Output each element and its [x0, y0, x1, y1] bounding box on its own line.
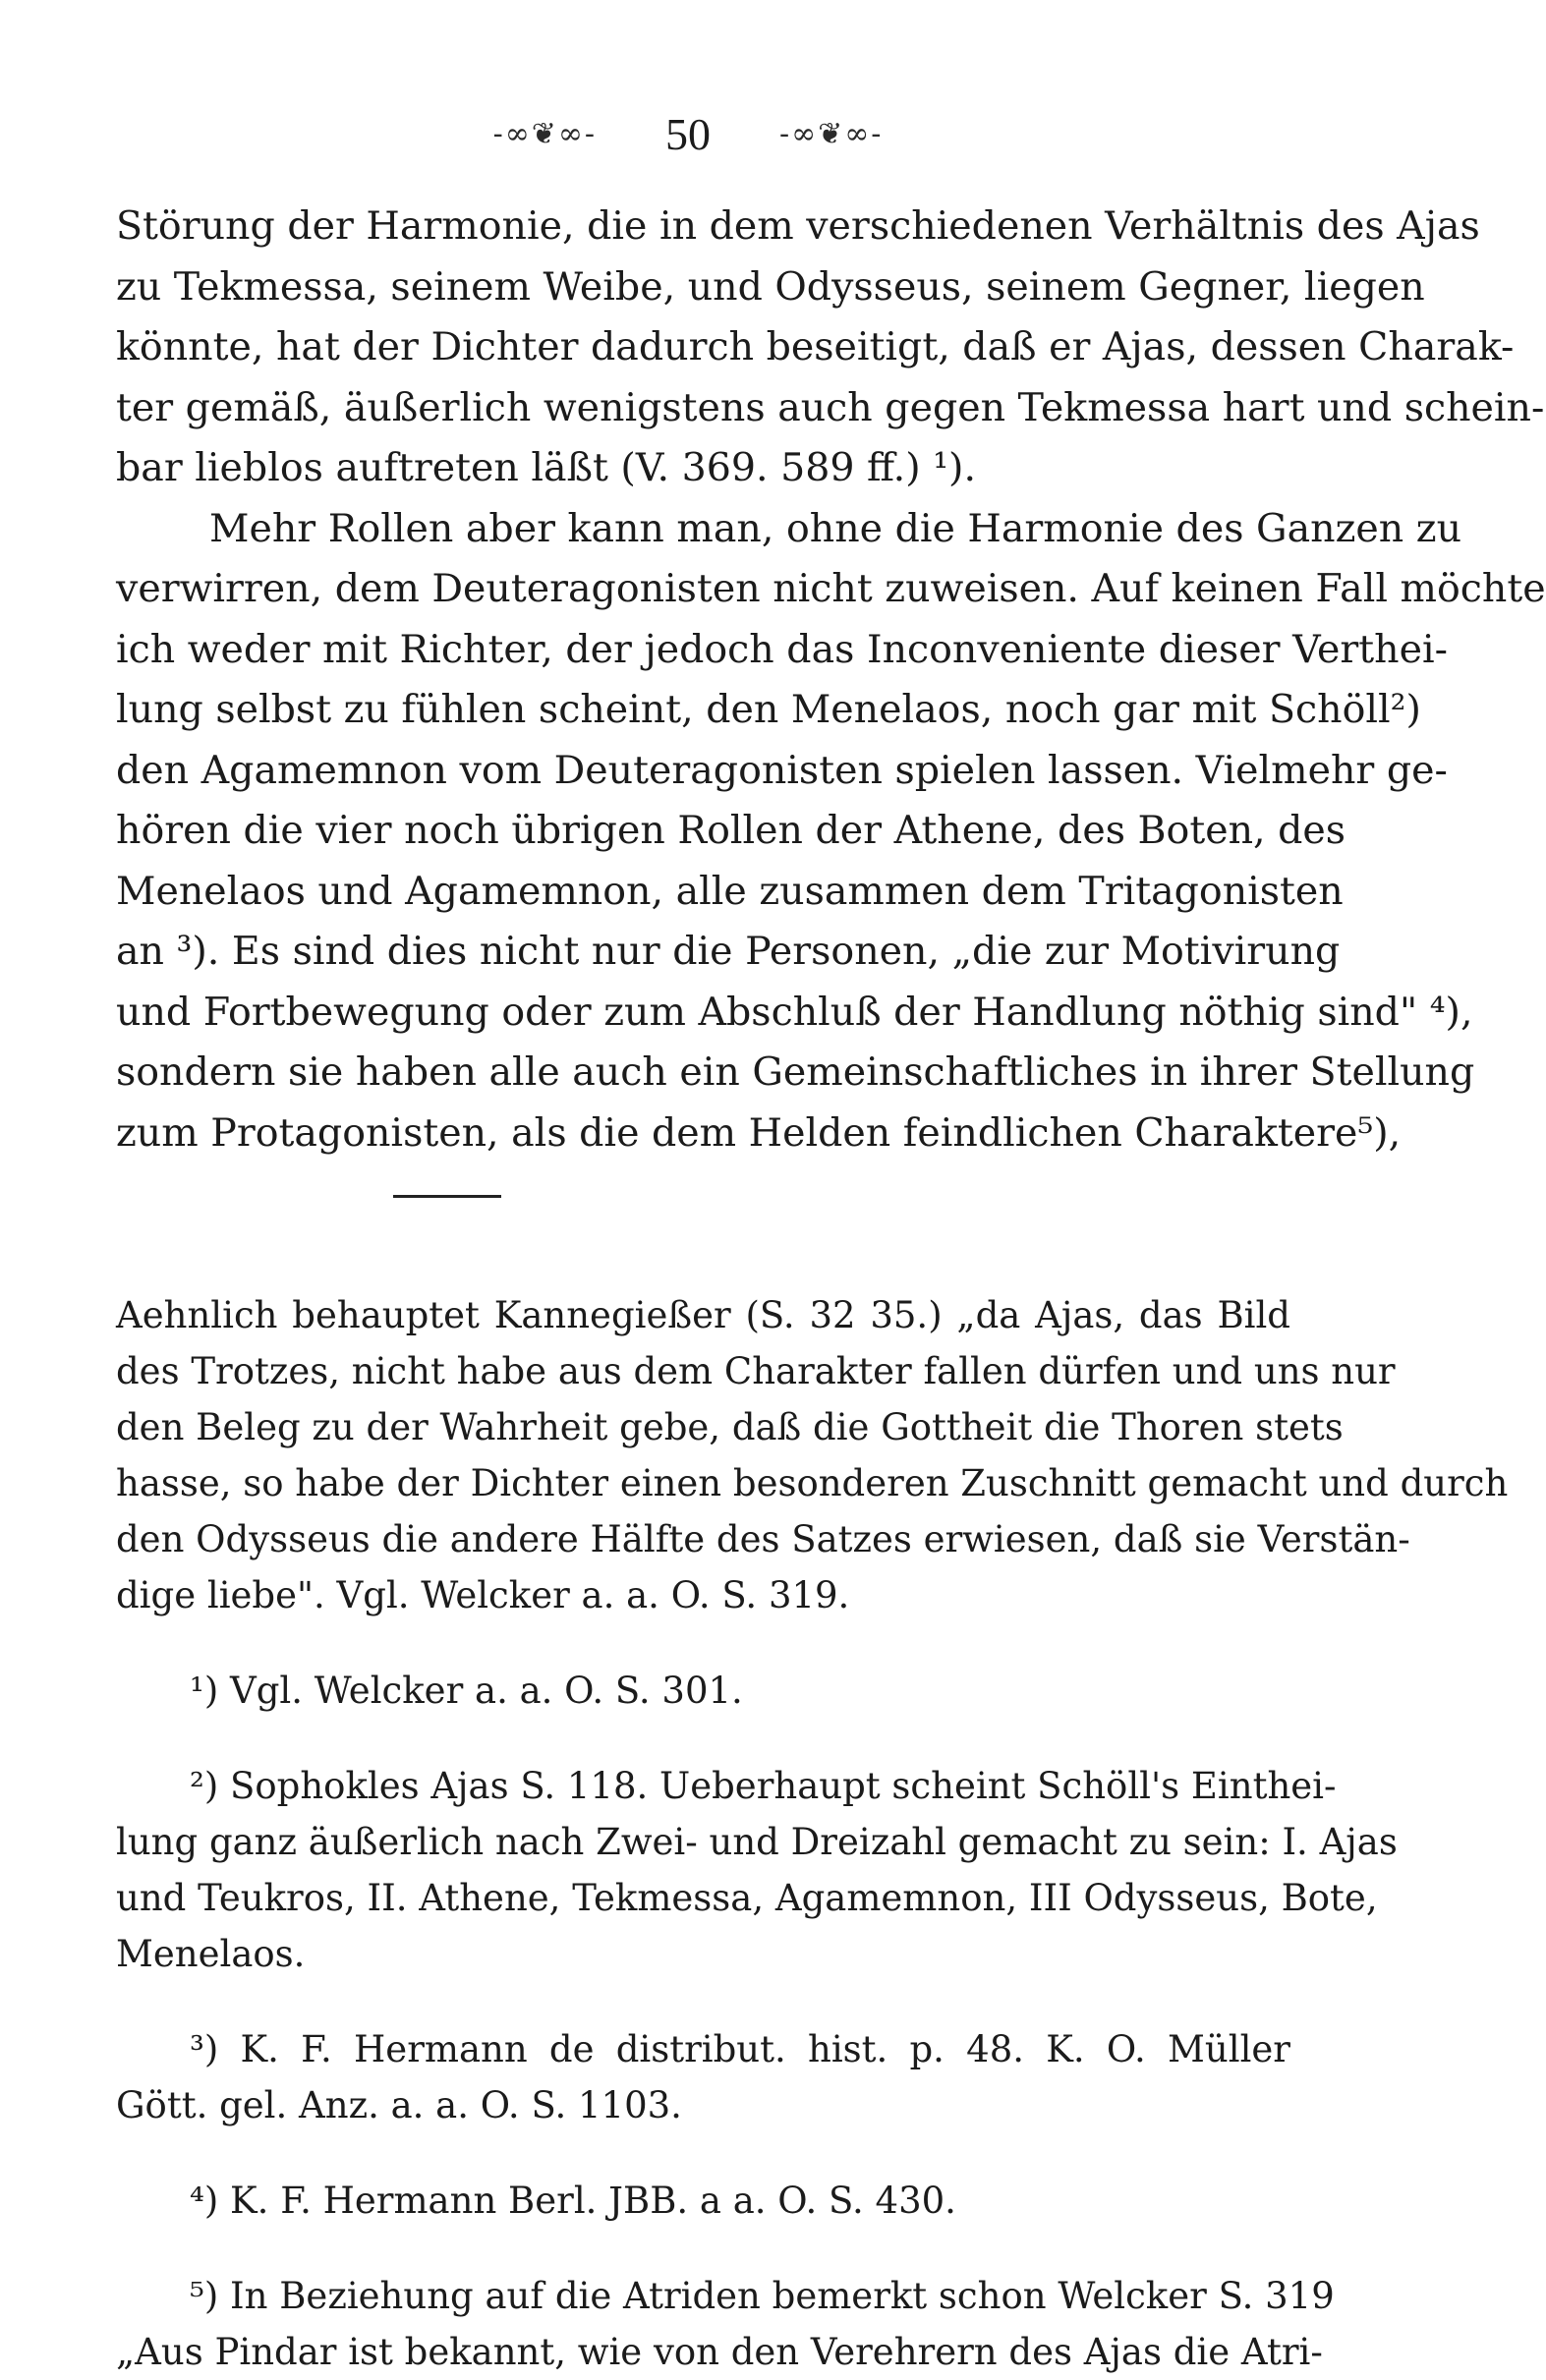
page-number: 50	[665, 109, 711, 159]
footnote-line: Aehnlich behauptet Kannegießer (S. 32 35.) „da Ajas, das Bild	[116, 1294, 1290, 1336]
footnote-line: lung ganz äußerlich nach Zwei- und Dreizahl gemacht zu sein: I. Ajas	[116, 1821, 1398, 1863]
text-line: lung selbst zu fühlen scheint, den Menelaos, noch gar mit Schöll²)	[116, 687, 1421, 732]
text-line: und Fortbewegung oder zum Abschluß der Handlung nöthig sind" ⁴),	[116, 989, 1473, 1035]
footnote-line: des Trotzes, nicht habe aus dem Charakter fallen dürfen und uns nur	[116, 1350, 1396, 1392]
footnote-line: hasse, so habe der Dichter einen besonderen Zuschnitt gemacht und durch	[116, 1462, 1509, 1504]
text-line: an ³). Es sind dies nicht nur die Personen, „die zur Motivirung	[116, 929, 1341, 974]
text-line: den Agamemnon vom Deuteragonisten spielen lassen. Vielmehr ge-	[116, 747, 1448, 793]
text-line: hören die vier noch übrigen Rollen der Athene, des Boten, des	[116, 808, 1346, 853]
text-line: zum Protagonisten, als die dem Helden feindlichen Charaktere⁵),	[116, 1109, 1402, 1156]
footnotes	[116, 1287, 1509, 2380]
footnote-line: Gött. gel. Anz. a. a. O. S. 1103.	[116, 2084, 682, 2126]
footnote-line: den Odysseus die andere Hälfte des Satzes erwiesen, daß sie Verstän-	[116, 1518, 1410, 1560]
text-line: ter gemäß, äußerlich wenigstens auch gegen Tekmessa hart und schein-	[116, 384, 1545, 430]
text-line: Menelaos und Agamemnon, alle zusammen dem Tritagonisten	[116, 868, 1344, 914]
footnote-3: ³) K. F. Hermann de distribut. hist. p. 48. K. O. Müller	[190, 2028, 1290, 2070]
footnote-line: dige liebe". Vgl. Welcker a. a. O. S. 319.	[116, 1574, 850, 1616]
footnote-2: ²) Sophokles Ajas S. 118. Ueberhaupt scheint Schöll's Einthei-	[190, 1765, 1337, 1807]
footnote-4: ⁴) K. F. Hermann Berl. JBB. a a. O. S. 430.	[190, 2180, 956, 2222]
main-text	[116, 197, 1546, 1163]
text-line: verwirren, dem Deuteragonisten nicht zuweisen. Auf keinen Fall möchte	[116, 566, 1546, 611]
footnote-1: ¹) Vgl. Welcker a. a. O. S. 301.	[190, 1670, 743, 1712]
footnote-line: Menelaos.	[116, 1933, 306, 1975]
text-line: ich weder mit Richter, der jedoch das Inconveniente dieser Verthei-	[116, 626, 1448, 672]
footnote-5: ⁵) In Beziehung auf die Atriden bemerkt schon Welcker S. 319	[190, 2275, 1335, 2317]
footnote-line: und Teukros, II. Athene, Tekmessa, Agamemnon, III Odysseus, Bote,	[116, 1877, 1378, 1919]
ornament-left: -∞❦∞-	[492, 117, 597, 151]
text-line: Störung der Harmonie, die in dem verschiedenen Verhältnis des Ajas	[116, 203, 1480, 249]
footnote-line: „Aus Pindar ist bekannt, wie von den Verehrern des Ajas die Atri-	[116, 2331, 1323, 2373]
ornament-right: -∞❦∞-	[779, 117, 884, 151]
footnote-divider	[393, 1195, 501, 1198]
page-header	[0, 108, 1376, 160]
text-line: zu Tekmessa, seinem Weibe, und Odysseus, seinem Gegner, liegen	[116, 263, 1425, 310]
text-line: Mehr Rollen aber kann man, ohne die Harmonie des Ganzen zu	[209, 505, 1462, 551]
text-line: sondern sie haben alle auch ein Gemeinschaftliches in ihrer Stellung	[116, 1049, 1475, 1095]
footnote-line: den Beleg zu der Wahrheit gebe, daß die Gottheit die Thoren stets	[116, 1406, 1344, 1448]
text-line: bar lieblos auftreten läßt (V. 369. 589 ff.) ¹).	[116, 445, 976, 490]
text-line: könnte, hat der Dichter dadurch beseitigt, daß er Ajas, dessen Charak-	[116, 324, 1515, 369]
